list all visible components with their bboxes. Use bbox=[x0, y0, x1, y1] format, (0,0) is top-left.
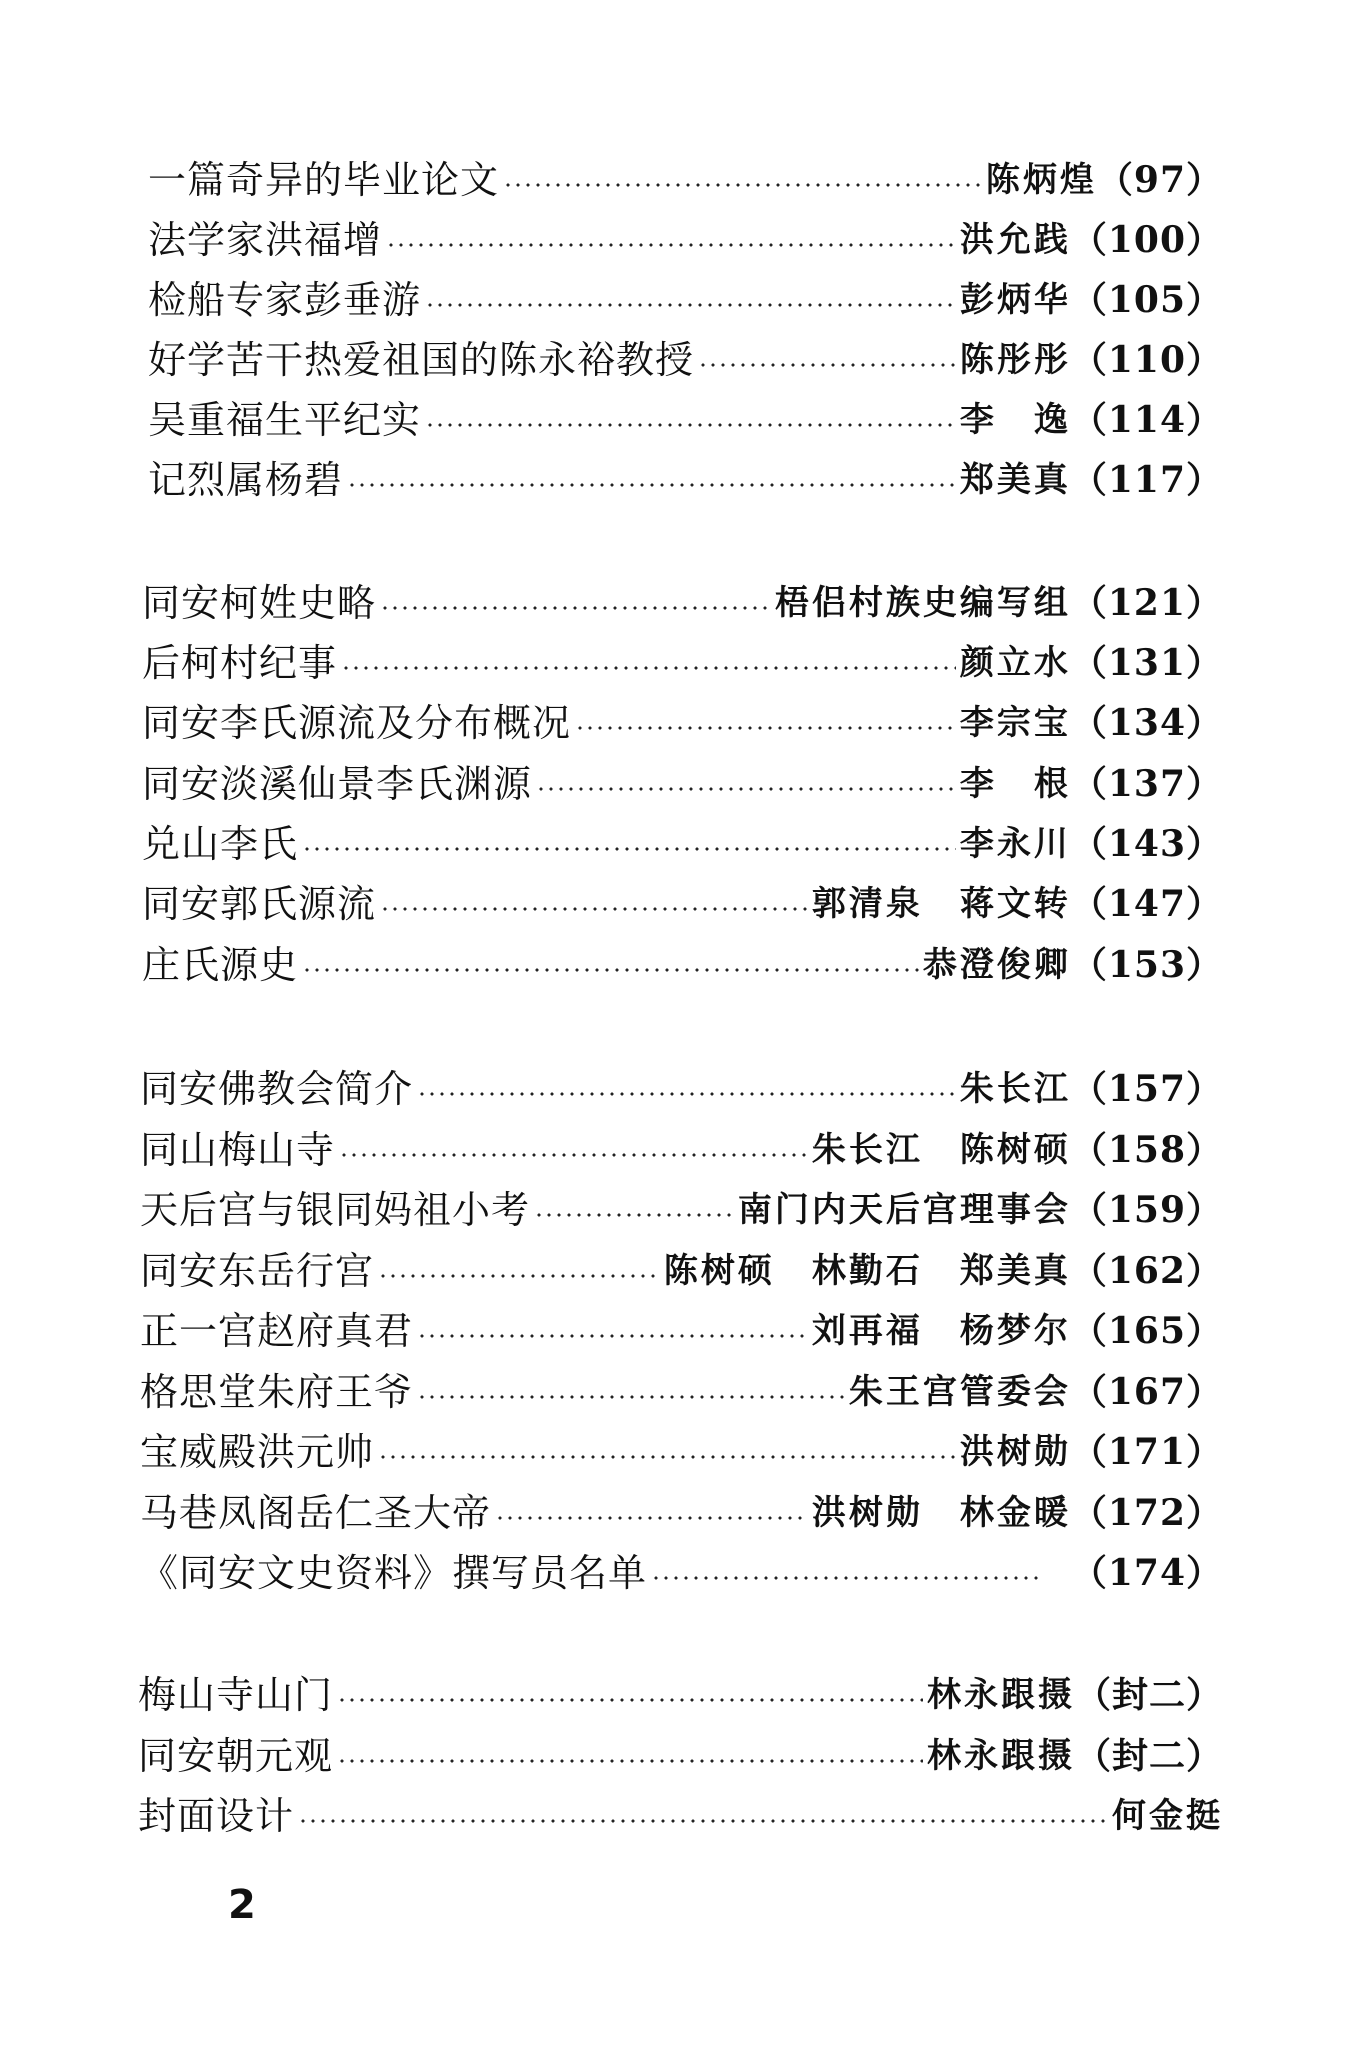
dot-leader bbox=[495, 1516, 808, 1520]
dot-leader bbox=[536, 787, 956, 791]
dot-leader bbox=[417, 1334, 808, 1338]
entry-author: 李永川 bbox=[959, 824, 1071, 864]
dot-leader bbox=[503, 183, 982, 187]
entry-page: （159） bbox=[1070, 1189, 1223, 1231]
entry-page: （114） bbox=[1070, 399, 1223, 441]
toc-entry bbox=[140, 1485, 1223, 1541]
entry-title: 正一宫赵府真君 bbox=[140, 1309, 414, 1353]
entry-author: 陈彤彤 bbox=[959, 340, 1071, 380]
dot-leader bbox=[341, 666, 956, 670]
entry-author: 朱王宫管委会 bbox=[848, 1372, 1071, 1412]
entry-author: 李 根 bbox=[959, 764, 1071, 804]
entry-title: 法学家洪福增 bbox=[148, 218, 383, 262]
entry-author: 李宗宝 bbox=[959, 703, 1071, 743]
entry-page: （131） bbox=[1070, 642, 1223, 684]
dot-leader bbox=[425, 423, 956, 427]
entry-author: 陈炳煌 bbox=[985, 160, 1097, 200]
entry-title: 同安柯姓史略 bbox=[142, 581, 377, 625]
entry-page: （171） bbox=[1070, 1431, 1223, 1473]
entry-author: 朱长江 bbox=[959, 1069, 1071, 1109]
entry-page: （97） bbox=[1096, 159, 1223, 201]
entry-title: 一篇奇异的毕业论文 bbox=[148, 158, 500, 202]
dot-leader bbox=[417, 1092, 956, 1096]
toc-entry bbox=[142, 937, 1223, 993]
toc-entry bbox=[142, 756, 1223, 812]
toc-entry bbox=[140, 1545, 1223, 1601]
entry-author: 恭澄俊卿 bbox=[922, 945, 1071, 985]
toc-entry bbox=[142, 695, 1223, 751]
toc-entry bbox=[142, 876, 1223, 932]
entry-page: （167） bbox=[1070, 1371, 1223, 1413]
entry-author: 林永跟摄 bbox=[926, 1736, 1075, 1776]
entry-page: （110） bbox=[1070, 339, 1223, 381]
toc-entry bbox=[142, 575, 1223, 631]
entry-page: （172） bbox=[1070, 1492, 1223, 1534]
entry-page: （158） bbox=[1070, 1129, 1223, 1171]
dot-leader bbox=[339, 1153, 808, 1157]
dot-leader bbox=[417, 1395, 845, 1399]
entry-page: （157） bbox=[1070, 1068, 1223, 1110]
entry-author: 陈树硕 林勤石 郑美真 bbox=[663, 1251, 1071, 1291]
entry-author: 南门内天后宫理事会 bbox=[737, 1190, 1071, 1230]
entry-title: 同安李氏源流及分布概况 bbox=[142, 701, 572, 745]
entry-page: （封二） bbox=[1074, 1735, 1223, 1777]
entry-page: （100） bbox=[1070, 219, 1223, 261]
entry-author: 郭清泉 蒋文转 bbox=[811, 884, 1071, 924]
toc-entry bbox=[138, 1728, 1223, 1784]
entry-title: 好学苦干热爱祖国的陈永裕教授 bbox=[148, 338, 695, 382]
entry-page: （162） bbox=[1070, 1250, 1223, 1292]
entry-author: 李 逸 bbox=[959, 400, 1071, 440]
entry-title: 同安淡溪仙景李氏渊源 bbox=[142, 762, 533, 806]
entry-author: 洪树勋 bbox=[959, 1432, 1071, 1472]
entry-title: 宝威殿洪元帅 bbox=[140, 1430, 375, 1474]
dot-leader bbox=[378, 1455, 956, 1459]
entry-page: （105） bbox=[1070, 279, 1223, 321]
entry-title: 马巷凤阁岳仁圣大帝 bbox=[140, 1491, 492, 1535]
entry-page: （147） bbox=[1070, 883, 1223, 925]
dot-leader bbox=[298, 1819, 1108, 1823]
toc-entry bbox=[148, 332, 1223, 388]
toc-entry bbox=[148, 212, 1223, 268]
entry-page: （174） bbox=[1070, 1552, 1223, 1594]
entry-title: 庄氏源史 bbox=[142, 943, 299, 987]
entry-author: 颜立水 bbox=[959, 643, 1071, 683]
toc-entry bbox=[140, 1243, 1223, 1299]
dot-leader bbox=[380, 606, 771, 610]
dot-leader bbox=[575, 726, 956, 730]
dot-leader bbox=[337, 1698, 923, 1702]
toc-entry bbox=[140, 1364, 1223, 1420]
dot-leader bbox=[698, 363, 956, 367]
toc-entry bbox=[140, 1122, 1223, 1178]
toc-entry bbox=[140, 1182, 1223, 1238]
toc-entry bbox=[142, 816, 1223, 872]
entry-author: 朱长江 陈树硕 bbox=[811, 1130, 1071, 1170]
dot-leader bbox=[347, 483, 956, 487]
toc-entry bbox=[148, 392, 1223, 448]
entry-title: 天后宫与银同妈祖小考 bbox=[140, 1188, 531, 1232]
entry-author: 梧侣村族史编写组 bbox=[774, 583, 1071, 623]
toc-entry bbox=[148, 152, 1223, 208]
dot-leader bbox=[337, 1759, 923, 1763]
entry-title: 后柯村纪事 bbox=[142, 641, 338, 685]
entry-author: 刘再福 杨梦尔 bbox=[811, 1311, 1071, 1351]
dot-leader bbox=[378, 1274, 660, 1278]
entry-page: （153） bbox=[1070, 944, 1223, 986]
dot-leader bbox=[425, 303, 956, 307]
entry-title: 检船专家彭垂游 bbox=[148, 278, 422, 322]
toc-entry bbox=[140, 1424, 1223, 1480]
toc-entry bbox=[140, 1061, 1223, 1117]
dot-leader bbox=[534, 1213, 734, 1217]
toc-entry bbox=[148, 452, 1223, 508]
entry-page: （117） bbox=[1070, 459, 1223, 501]
entry-title: 吴重福生平纪实 bbox=[148, 398, 422, 442]
toc-entry bbox=[138, 1788, 1223, 1844]
entry-title: 同安郭氏源流 bbox=[142, 882, 377, 926]
toc-entry bbox=[142, 635, 1223, 691]
entry-title: 梅山寺山门 bbox=[138, 1673, 334, 1717]
entry-page: （封二） bbox=[1074, 1674, 1223, 1716]
entry-page: （143） bbox=[1070, 823, 1223, 865]
entry-author: 何金挺 bbox=[1112, 1796, 1223, 1836]
entry-title: 格思堂朱府王爷 bbox=[140, 1370, 414, 1414]
entry-title: 《同安文史资料》撰写员名单 bbox=[140, 1551, 648, 1595]
entry-page: （137） bbox=[1070, 763, 1223, 805]
entry-author: 林永跟摄 bbox=[926, 1675, 1075, 1715]
entry-author: 洪允践 bbox=[959, 220, 1071, 260]
dot-leader bbox=[386, 243, 956, 247]
entry-author: 彭炳华 bbox=[959, 280, 1071, 320]
entry-page: （134） bbox=[1070, 702, 1223, 744]
entry-title: 同安朝元观 bbox=[138, 1734, 334, 1778]
entry-title: 封面设计 bbox=[138, 1794, 295, 1838]
entry-title: 同安佛教会简介 bbox=[140, 1067, 414, 1111]
entry-author: 洪树勋 林金暖 bbox=[811, 1493, 1071, 1533]
entry-author: 郑美真 bbox=[959, 460, 1071, 500]
dot-leader bbox=[302, 968, 919, 972]
entry-page: （121） bbox=[1070, 582, 1223, 624]
page-number: 2 bbox=[228, 1882, 256, 1928]
entry-title: 兑山李氏 bbox=[142, 822, 299, 866]
toc-entry bbox=[140, 1303, 1223, 1359]
toc-entry bbox=[148, 272, 1223, 328]
dot-leader bbox=[302, 847, 956, 851]
dot-leader bbox=[380, 907, 808, 911]
entry-title: 同安东岳行宫 bbox=[140, 1249, 375, 1293]
toc-entry bbox=[138, 1667, 1223, 1723]
entry-page: （165） bbox=[1070, 1310, 1223, 1352]
entry-title: 记烈属杨碧 bbox=[148, 458, 344, 502]
entry-title: 同山梅山寺 bbox=[140, 1128, 336, 1172]
dot-leader bbox=[651, 1576, 1041, 1580]
